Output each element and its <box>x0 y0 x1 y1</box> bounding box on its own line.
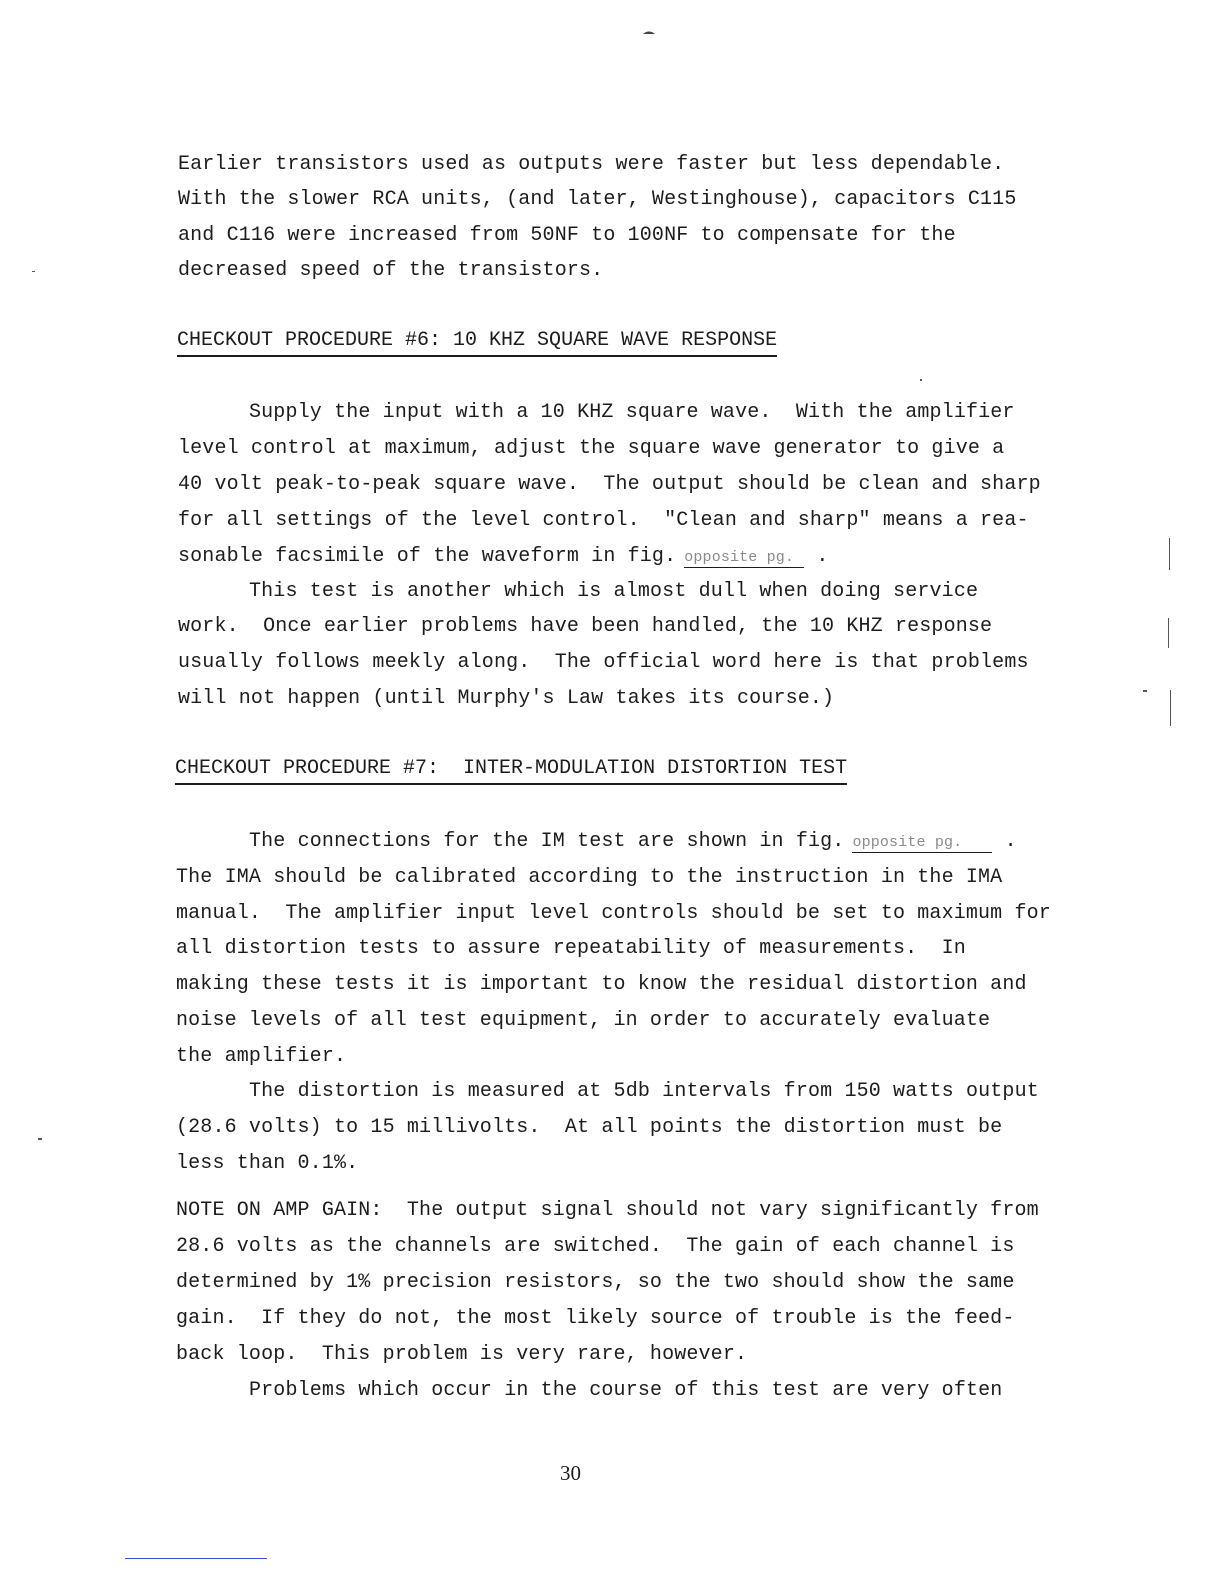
margin-mark <box>1169 538 1170 570</box>
note-line-4: gain. If they do not, the most likely source of trouble is the feed- <box>176 1307 1015 1330</box>
intro-line-3: and C116 were increased from 50NF to 100NF to compensate for the <box>178 224 956 247</box>
figure-ref-text: sonable facsimile of the waveform in fig. <box>178 545 677 568</box>
note-line-3: determined by 1% precision resistors, so the two should show the same <box>176 1271 1015 1294</box>
margin-mark <box>1143 690 1147 692</box>
section-7-para-1-line-2: The IMA should be calibrated according to the instruction in the IMA <box>176 866 1003 889</box>
section-6-para-1-line-2: level control at maximum, adjust the square wave generator to give a <box>178 437 1005 460</box>
section-6-para-2-line-4: will not happen (until Murphy's Law takes its course.) <box>178 687 835 710</box>
scan-mark-icon <box>643 30 655 35</box>
section-7-heading: CHECKOUT PROCEDURE #7: INTER-MODULATION DISTORTION TEST <box>175 757 847 785</box>
section-7-para-2-line-3: less than 0.1%. <box>176 1152 359 1175</box>
note-line-1: NOTE ON AMP GAIN: The output signal should not vary significantly from <box>176 1199 1039 1222</box>
page-number: 30 <box>560 1461 581 1485</box>
footnote-rule <box>125 1558 267 1559</box>
section-7-para-1-line-5: making these tests it is important to know the residual distortion and <box>176 973 1027 996</box>
figure-ref-period: . <box>804 545 829 568</box>
section-7-para-2-line-2: (28.6 volts) to 15 millivolts. At all points the distortion must be <box>176 1116 1003 1139</box>
section-7-para-2-line-1: The distortion is measured at 5db intervals from 150 watts output <box>249 1080 1039 1103</box>
margin-mark <box>920 379 922 381</box>
intro-line-1: Earlier transistors used as outputs were faster but less dependable. <box>178 153 1005 176</box>
section-6-para-1-line-1: Supply the input with a 10 KHZ square wave. With the amplifier <box>249 401 1015 424</box>
note-line-2: 28.6 volts as the channels are switched. The gain of each channel is <box>176 1235 1015 1258</box>
section-7-para-1-line-6: noise levels of all test equipment, in order to accurately evaluate <box>176 1009 991 1032</box>
section-6-para-1-line-3: 40 volt peak-to-peak square wave. The output should be clean and sharp <box>178 473 1041 496</box>
section-7-para-1-line-4: all distortion tests to assure repeatability of measurements. In <box>176 937 966 960</box>
figure-ref-blank: opposite pg. <box>852 834 992 853</box>
section-7-para-1-line-1 <box>249 830 1017 854</box>
margin-mark <box>38 1138 42 1140</box>
intro-line-4: decreased speed of the transistors. <box>178 259 604 282</box>
margin-mark <box>1170 690 1171 726</box>
intro-line-2: With the slower RCA units, (and later, Westinghouse), capacitors C115 <box>178 188 1017 211</box>
figure-ref-text: The connections for the IM test are shown in fig. <box>249 830 845 853</box>
figure-ref-blank: opposite pg. <box>684 549 804 568</box>
section-6-para-2-line-3: usually follows meekly along. The official word here is that problems <box>178 651 1029 674</box>
section-6-para-2-line-2: work. Once earlier problems have been handled, the 10 KHZ response <box>178 615 993 638</box>
section-6-heading: CHECKOUT PROCEDURE #6: 10 KHZ SQUARE WAVE RESPONSE <box>177 329 777 357</box>
section-6-para-1-line-5 <box>178 545 829 569</box>
figure-ref-period: . <box>992 830 1017 853</box>
section-6-para-2-line-1: This test is another which is almost dull when doing service <box>249 580 979 603</box>
section-6-para-1-line-4: for all settings of the level control. "Clean and sharp" means a rea- <box>178 509 1029 532</box>
section-7-para-3-line-1: Problems which occur in the course of this test are very often <box>249 1379 1003 1402</box>
section-7-para-1-line-3: manual. The amplifier input level controls should be set to maximum for <box>176 902 1051 925</box>
margin-mark <box>32 271 35 272</box>
note-line-5: back loop. This problem is very rare, however. <box>176 1343 748 1366</box>
section-7-para-1-line-7: the amplifier. <box>176 1045 347 1068</box>
margin-mark <box>1168 618 1169 648</box>
